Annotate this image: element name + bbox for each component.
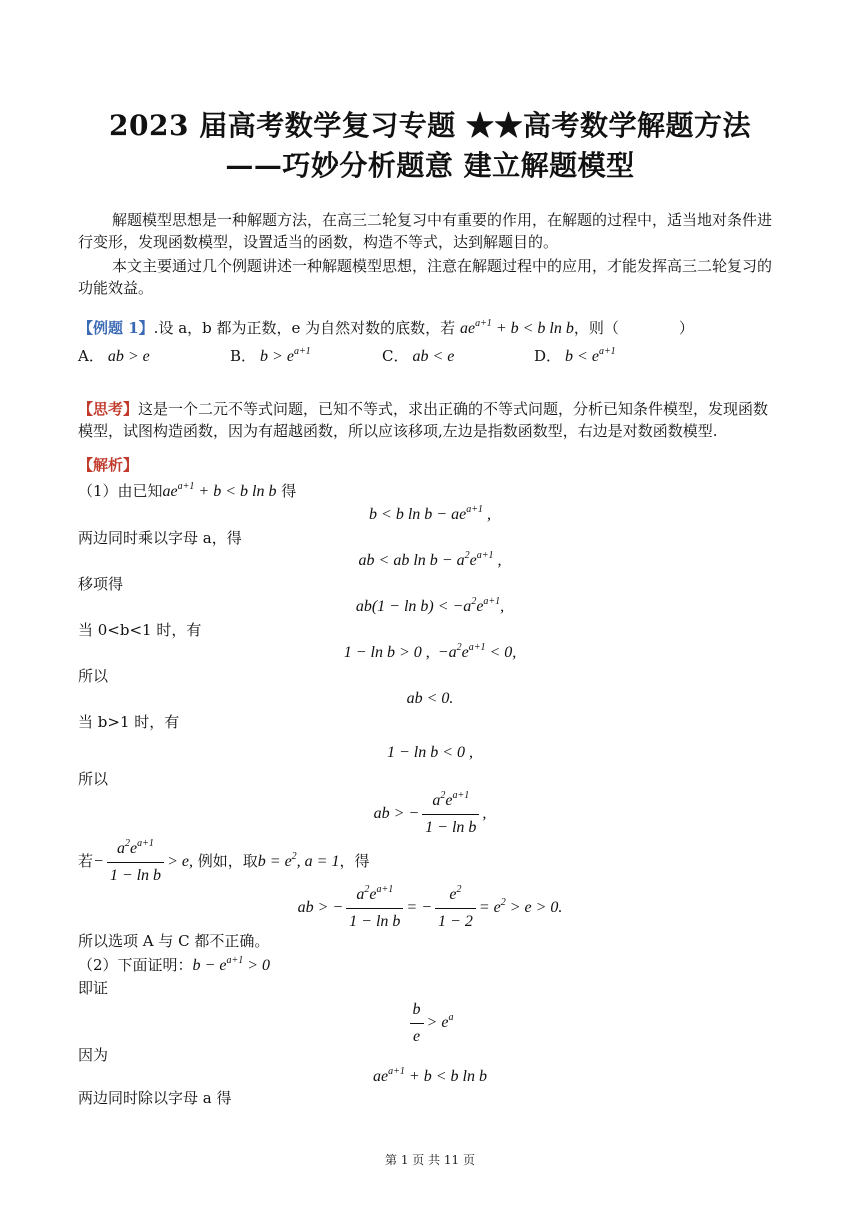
think-text: 这是一个二元不等式问题，已知不等式，求出正确的不等式问题，分析已知条件模型，发现函数模型，试图构造函数，因为有超越函数，所以应该移项,左边是指数函数型，右边是对数函数模型.: [78, 400, 769, 440]
example-1-tag: 【例题 1】: [78, 319, 154, 337]
formula-1: b < b $\ln b - ae^{a+1}$ ,: [369, 504, 491, 523]
formula-8: ab > − $\frac{a^2e^{a+1}}{\text{1 − ln b}}$ = − $\frac{e^2}{1 - 2}$ = $e^2 > e > 0$.: [297, 884, 563, 930]
formula-6: 1 − ln b < 0 ,: [386, 744, 474, 761]
page-footer: 第 1 页 共 11 页: [385, 1153, 475, 1167]
solution-step-4: 当 0<b<1 时，有: [78, 621, 202, 639]
option-b: B． $b > e^{a+1}$: [230, 346, 311, 365]
solution-step-5: 所以: [78, 667, 109, 685]
formula-2: ab < ab $\ln b - a^2e^{a+1}$ ,: [358, 550, 502, 569]
solution-step-13: 两边同时除以字母 a 得: [78, 1089, 232, 1107]
example-1-text: .设 a，b 都为正数，e 为自然对数的底数，若: [153, 319, 456, 337]
formula-4: 1 − ln b > 0 , $-a^2e^{a+1} < 0$,: [343, 642, 517, 661]
solution-step-6: 当 b>1 时，有: [78, 713, 180, 731]
solution-step-12: 因为: [78, 1046, 109, 1064]
solution-step-10: （2）下面证明：$b - e^{a+1} > 0$: [78, 955, 270, 974]
formula-5: ab < 0.: [406, 690, 454, 707]
option-c: C． ab < e: [382, 347, 455, 365]
formula-3: $ab(1 - \ln b) < -a^2e^{a+1}$,: [355, 596, 505, 615]
solution-step-8: 若− $\frac{a^2e^{a+1}}{\text{1 − ln b}}$ > e, 例如，取$b = e^2$, a = 1，得: [78, 838, 370, 884]
solution-step-7: 所以: [78, 770, 109, 788]
document-title-line1: 2023 届高考数学复习专题 ★★高考数学解题方法: [109, 109, 751, 142]
formula-10: $ae^{a+1} + b < b$ ln b: [373, 1066, 487, 1085]
formula-7: ab > − $\frac{a^2e^{a+1}}{\text{1 − ln b}}$ ,: [373, 790, 487, 836]
example-1-condition: $ae^{a+1} + b < b$ ln b: [459, 318, 574, 337]
think-tag: 【思考】: [78, 400, 139, 418]
solution-step-3: 移项得: [78, 575, 124, 593]
example-1-question: [78, 318, 694, 339]
option-a: A． ab > e: [78, 347, 150, 365]
solution-step-11: 即证: [78, 979, 109, 997]
intro-paragraph-1: 解题模型思想是一种解题方法，在高三二轮复习中有重要的作用，在解题的过程中，适当地对条件进行变形，发现函数模型，设置适当的函数，构造不等式，达到解题目的。: [78, 211, 773, 251]
think-paragraph: [78, 398, 782, 442]
example-1-text-end: ，则（ ）: [573, 319, 694, 337]
formula-9: $\frac{b}{e}$ > $e^a$: [0, 999, 860, 1048]
intro-paragraph-2: 本文主要通过几个例题讲述一种解题模型思想，注意在解题过程中的应用，才能发挥高三二轮复习的功能效益。: [78, 257, 773, 297]
solution-step-2: 两边同时乘以字母 a，得: [78, 529, 242, 547]
solution-step-9: 所以选项 A 与 C 都不正确。: [78, 932, 270, 950]
option-d: D． $b < e^{a+1}$: [534, 346, 616, 365]
solution-tag: 【解析】: [78, 456, 139, 474]
document-title-line2: ——巧妙分析题意 建立解题模型: [225, 149, 635, 182]
solution-step-1: （1）由已知$ae^{a+1} + b < b$ ln b 得: [78, 481, 297, 500]
